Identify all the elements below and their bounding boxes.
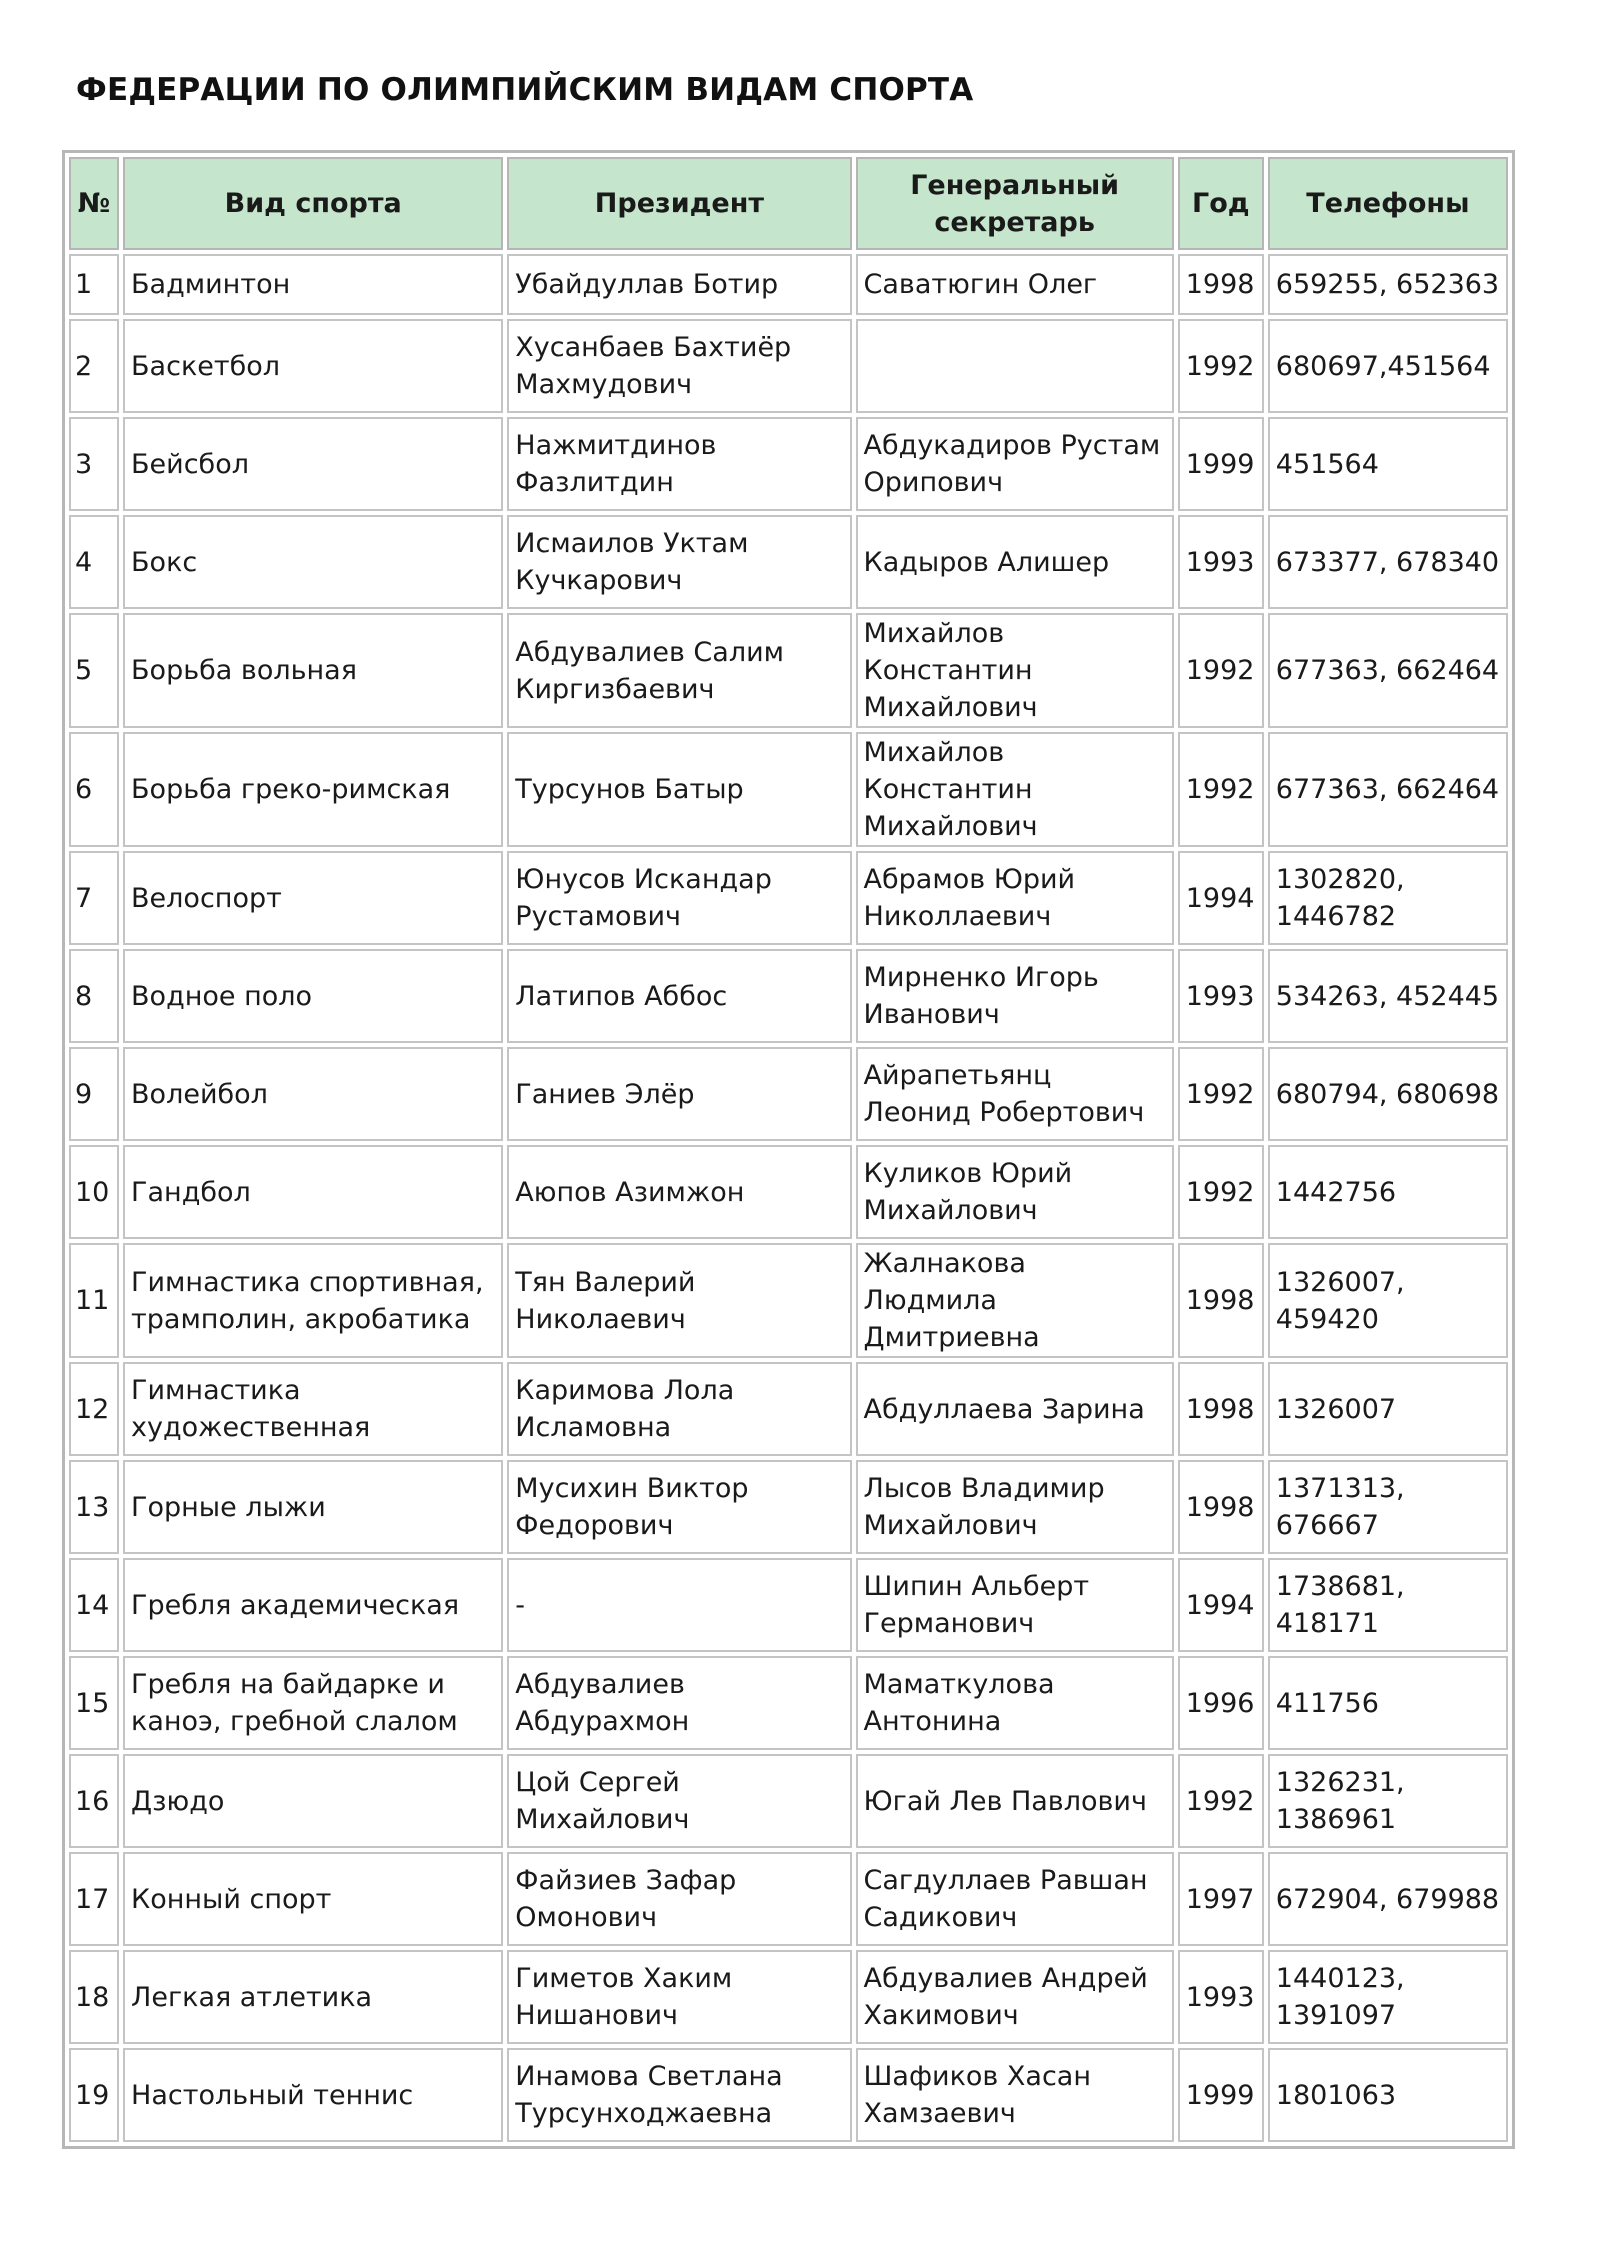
cell-sport: Бадминтон <box>123 254 503 315</box>
cell-secretary: Кадыров Алишер <box>856 515 1174 609</box>
cell-phones: 677363, 662464 <box>1268 613 1508 728</box>
cell-president: Юнусов Искандар Рустамович <box>507 851 851 945</box>
cell-president: Мусихин Виктор Федорович <box>507 1460 851 1554</box>
cell-president: Каримова Лола Исламовна <box>507 1362 851 1456</box>
header-phones: Телефоны <box>1268 157 1508 250</box>
header-secretary: Генеральный секретарь <box>856 157 1174 250</box>
cell-president: Ганиев Элёр <box>507 1047 851 1141</box>
cell-year: 1994 <box>1178 1558 1264 1652</box>
cell-president: Цой Сергей Михайлович <box>507 1754 851 1848</box>
page-title: ФЕДЕРАЦИИ ПО ОЛИМПИЙСКИМ ВИДАМ СПОРТА <box>76 72 974 108</box>
table-row <box>69 1656 1508 1750</box>
table-row <box>69 515 1508 609</box>
cell-secretary: Маматкулова Антонина <box>856 1656 1174 1750</box>
table-body <box>69 254 1508 2142</box>
cell-phones: 534263, 452445 <box>1268 949 1508 1043</box>
cell-year: 1993 <box>1178 949 1264 1043</box>
cell-number: 9 <box>69 1047 119 1141</box>
table-row <box>69 1558 1508 1652</box>
cell-year: 1999 <box>1178 417 1264 511</box>
cell-phones: 411756 <box>1268 1656 1508 1750</box>
cell-number: 7 <box>69 851 119 945</box>
cell-year: 1993 <box>1178 515 1264 609</box>
cell-sport: Гимнастика спортивная, трамполин, акробатика <box>123 1243 503 1358</box>
cell-number: 16 <box>69 1754 119 1848</box>
cell-number: 4 <box>69 515 119 609</box>
cell-secretary: Мирненко Игорь Иванович <box>856 949 1174 1043</box>
cell-number: 13 <box>69 1460 119 1554</box>
cell-president: Нажмитдинов Фазлитдин <box>507 417 851 511</box>
cell-number: 3 <box>69 417 119 511</box>
cell-secretary: Югай Лев Павлович <box>856 1754 1174 1848</box>
cell-year: 1992 <box>1178 613 1264 728</box>
cell-year: 1992 <box>1178 1754 1264 1848</box>
header-year: Год <box>1178 157 1264 250</box>
cell-year: 1998 <box>1178 1362 1264 1456</box>
table-row <box>69 2048 1508 2142</box>
cell-phones: 680794, 680698 <box>1268 1047 1508 1141</box>
header-number: № <box>69 157 119 250</box>
cell-phones: 1801063 <box>1268 2048 1508 2142</box>
cell-president: Инамова Светлана Турсунходжаевна <box>507 2048 851 2142</box>
table-row <box>69 732 1508 847</box>
table-header-row <box>69 157 1508 250</box>
table-row <box>69 1047 1508 1141</box>
cell-phones: 1326007 <box>1268 1362 1508 1456</box>
cell-secretary: Шипин Альберт Германович <box>856 1558 1174 1652</box>
cell-year: 1996 <box>1178 1656 1264 1750</box>
cell-president: Турсунов Батыр <box>507 732 851 847</box>
cell-secretary: Куликов Юрий Михайлович <box>856 1145 1174 1239</box>
cell-sport: Борьба вольная <box>123 613 503 728</box>
cell-sport: Горные лыжи <box>123 1460 503 1554</box>
cell-number: 11 <box>69 1243 119 1358</box>
cell-sport: Бейсбол <box>123 417 503 511</box>
cell-president: Файзиев Зафар Омонович <box>507 1852 851 1946</box>
cell-president: Убайдуллав Ботир <box>507 254 851 315</box>
cell-number: 5 <box>69 613 119 728</box>
cell-sport: Борьба греко-римская <box>123 732 503 847</box>
cell-sport: Баскетбол <box>123 319 503 413</box>
table-row <box>69 949 1508 1043</box>
cell-sport: Гребля на байдарке и каноэ, гребной слалом <box>123 1656 503 1750</box>
cell-secretary: Саватюгин Олег <box>856 254 1174 315</box>
cell-phones: 1440123, 1391097 <box>1268 1950 1508 2044</box>
cell-phones: 1442756 <box>1268 1145 1508 1239</box>
cell-secretary: Абдувалиев Андрей Хакимович <box>856 1950 1174 2044</box>
cell-secretary <box>856 319 1174 413</box>
cell-year: 1998 <box>1178 254 1264 315</box>
cell-number: 14 <box>69 1558 119 1652</box>
cell-year: 1992 <box>1178 319 1264 413</box>
cell-sport: Бокс <box>123 515 503 609</box>
table-row <box>69 1852 1508 1946</box>
cell-number: 17 <box>69 1852 119 1946</box>
cell-number: 2 <box>69 319 119 413</box>
cell-secretary: Михайлов Константин Михайлович <box>856 732 1174 847</box>
table-row <box>69 613 1508 728</box>
federations-table <box>65 153 1512 2146</box>
cell-phones: 1738681, 418171 <box>1268 1558 1508 1652</box>
cell-president: Абдувалиев Салим Киргизбаевич <box>507 613 851 728</box>
cell-phones: 1326007, 459420 <box>1268 1243 1508 1358</box>
header-president: Президент <box>507 157 851 250</box>
cell-sport: Велоспорт <box>123 851 503 945</box>
cell-sport: Настольный теннис <box>123 2048 503 2142</box>
table-row <box>69 1362 1508 1456</box>
cell-president: Хусанбаев Бахтиёр Махмудович <box>507 319 851 413</box>
cell-sport: Легкая атлетика <box>123 1950 503 2044</box>
cell-year: 1992 <box>1178 732 1264 847</box>
cell-year: 1994 <box>1178 851 1264 945</box>
cell-sport: Конный спорт <box>123 1852 503 1946</box>
cell-phones: 451564 <box>1268 417 1508 511</box>
cell-secretary: Абдукадиров Рустам Орипович <box>856 417 1174 511</box>
cell-number: 18 <box>69 1950 119 2044</box>
cell-phones: 673377, 678340 <box>1268 515 1508 609</box>
cell-sport: Гандбол <box>123 1145 503 1239</box>
cell-secretary: Абрамов Юрий Николлаевич <box>856 851 1174 945</box>
cell-number: 8 <box>69 949 119 1043</box>
cell-year: 1992 <box>1178 1047 1264 1141</box>
cell-sport: Гимнастика художественная <box>123 1362 503 1456</box>
cell-president: - <box>507 1558 851 1652</box>
cell-year: 1998 <box>1178 1460 1264 1554</box>
table-row <box>69 1243 1508 1358</box>
cell-president: Гиметов Хаким Нишанович <box>507 1950 851 2044</box>
cell-number: 19 <box>69 2048 119 2142</box>
cell-president: Исмаилов Уктам Кучкарович <box>507 515 851 609</box>
cell-sport: Волейбол <box>123 1047 503 1141</box>
cell-year: 1992 <box>1178 1145 1264 1239</box>
cell-sport: Гребля академическая <box>123 1558 503 1652</box>
cell-sport: Дзюдо <box>123 1754 503 1848</box>
table-row <box>69 319 1508 413</box>
cell-secretary: Лысов Владимир Михайлович <box>856 1460 1174 1554</box>
cell-number: 12 <box>69 1362 119 1456</box>
cell-president: Тян Валерий Николаевич <box>507 1243 851 1358</box>
cell-year: 1993 <box>1178 1950 1264 2044</box>
cell-number: 10 <box>69 1145 119 1239</box>
cell-year: 1999 <box>1178 2048 1264 2142</box>
cell-phones: 1326231, 1386961 <box>1268 1754 1508 1848</box>
cell-president: Латипов Аббос <box>507 949 851 1043</box>
cell-phones: 680697,451564 <box>1268 319 1508 413</box>
table-row <box>69 851 1508 945</box>
table-row <box>69 1460 1508 1554</box>
cell-president: Абдувалиев Абдурахмон <box>507 1656 851 1750</box>
table-row <box>69 417 1508 511</box>
cell-secretary: Михайлов Константин Михайлович <box>856 613 1174 728</box>
cell-sport: Водное поло <box>123 949 503 1043</box>
cell-number: 15 <box>69 1656 119 1750</box>
cell-year: 1997 <box>1178 1852 1264 1946</box>
cell-phones: 659255, 652363 <box>1268 254 1508 315</box>
federations-table-frame <box>62 150 1515 2149</box>
cell-secretary: Абдуллаева Зарина <box>856 1362 1174 1456</box>
cell-secretary: Шафиков Хасан Хамзаевич <box>856 2048 1174 2142</box>
cell-phones: 1302820, 1446782 <box>1268 851 1508 945</box>
table-row <box>69 1754 1508 1848</box>
cell-number: 6 <box>69 732 119 847</box>
cell-secretary: Жалнакова Людмила Дмитриевна <box>856 1243 1174 1358</box>
cell-phones: 672904, 679988 <box>1268 1852 1508 1946</box>
table-row <box>69 1145 1508 1239</box>
cell-secretary: Сагдуллаев Равшан Садикович <box>856 1852 1174 1946</box>
cell-secretary: Айрапетьянц Леонид Робертович <box>856 1047 1174 1141</box>
table-row <box>69 254 1508 315</box>
cell-year: 1998 <box>1178 1243 1264 1358</box>
cell-number: 1 <box>69 254 119 315</box>
cell-phones: 1371313, 676667 <box>1268 1460 1508 1554</box>
cell-president: Аюпов Азимжон <box>507 1145 851 1239</box>
header-sport: Вид спорта <box>123 157 503 250</box>
cell-phones: 677363, 662464 <box>1268 732 1508 847</box>
table-row <box>69 1950 1508 2044</box>
